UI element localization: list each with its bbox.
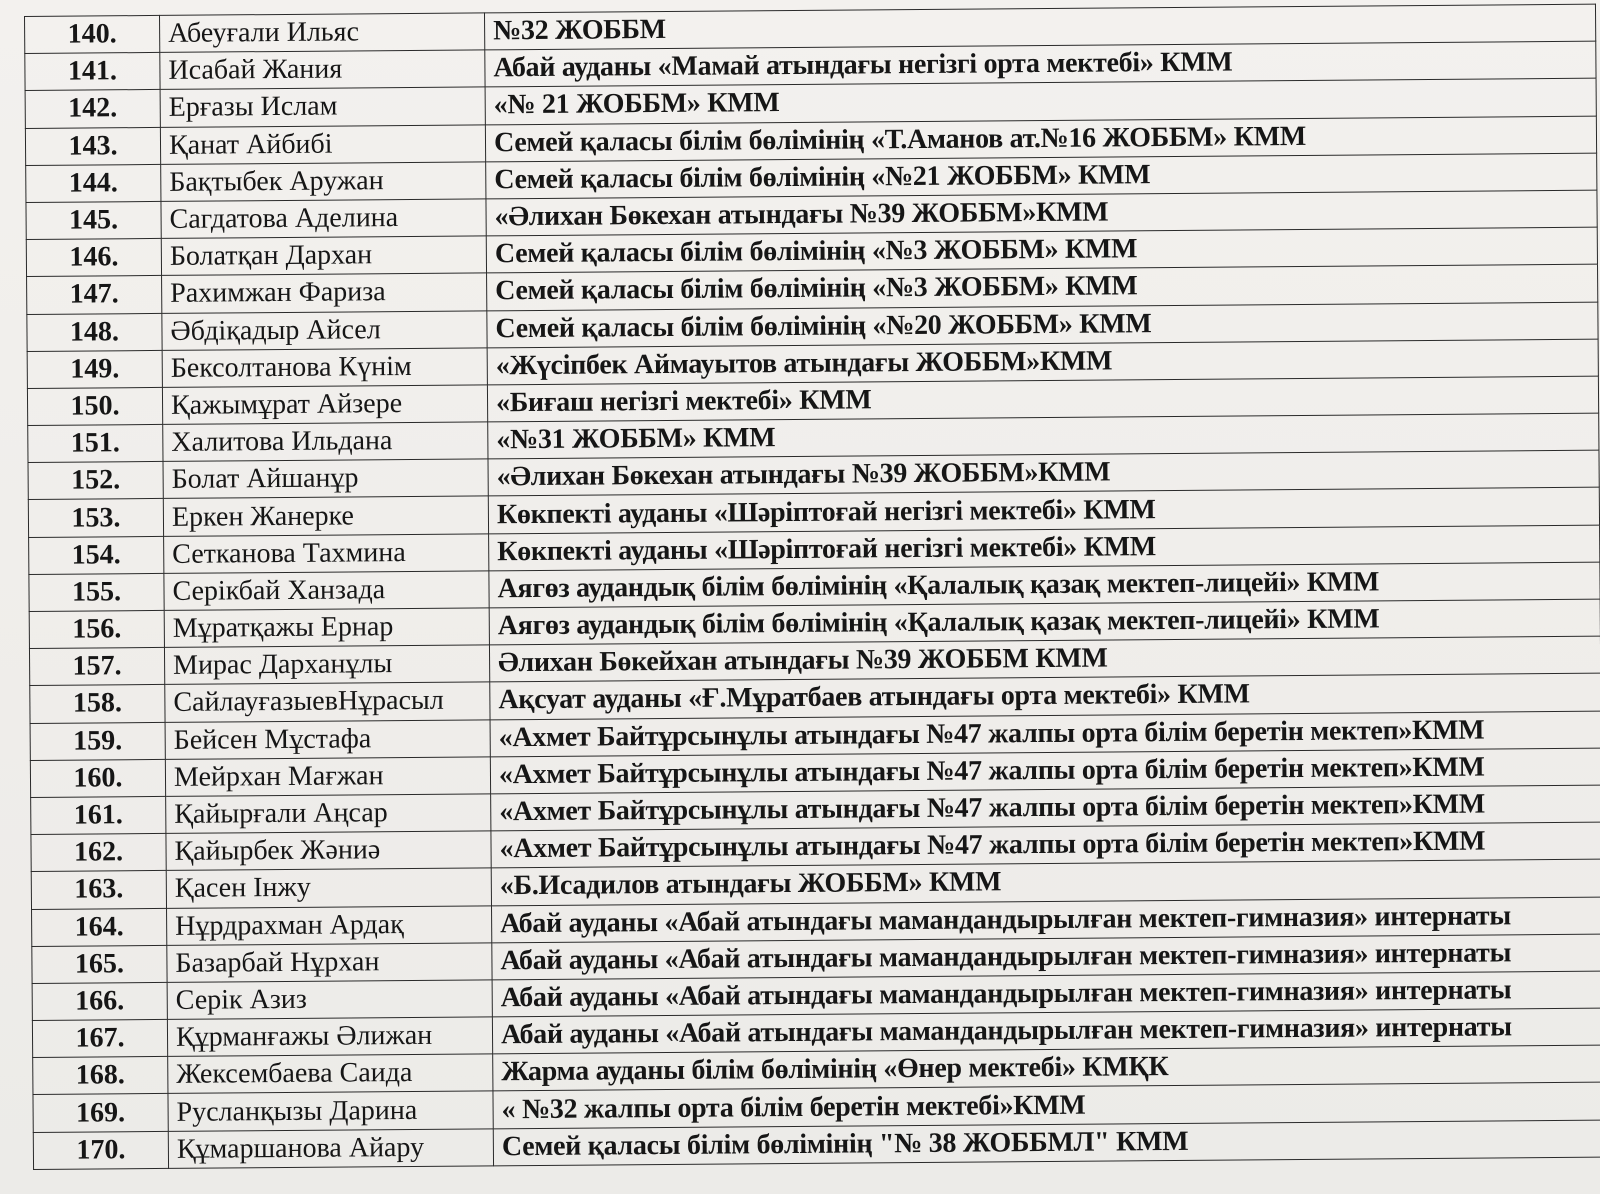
school-name: Семей қаласы білім бөлімінің «№21 ЖОББМ» КММ — [486, 153, 1597, 199]
row-number: 154. — [29, 536, 164, 574]
school-name: Абай ауданы «Абай атындағы мамандандырылған мектеп-гимназия» интернаты — [491, 897, 1600, 943]
student-name: Қасен Інжу — [166, 868, 491, 908]
school-name: Аягөз аудандық білім бөлімінің «Қалалық қазақ мектеп-лицейі» КММ — [489, 599, 1600, 645]
row-number: 156. — [29, 610, 164, 648]
row-number: 146. — [26, 239, 161, 277]
roster-body — [25, 4, 1600, 1169]
row-number: 169. — [33, 1094, 168, 1132]
school-name: Абай ауданы «Абай атындағы мамандандырылған мектеп-гимназия» интернаты — [492, 1008, 1600, 1054]
student-name: Рахимжан Фариза — [162, 273, 487, 313]
row-number: 167. — [32, 1019, 167, 1057]
student-name: Құмаршанова Айару — [168, 1128, 493, 1168]
school-name: «Ахмет Байтұрсынұлы атындағы №47 жалпы орта білім беретін мектеп»КММ — [491, 785, 1600, 831]
row-number: 145. — [26, 201, 161, 239]
student-name: Болатқан Дархан — [161, 236, 486, 276]
row-number: 147. — [27, 276, 162, 314]
row-number: 157. — [29, 648, 164, 686]
school-name: Аягөз аудандық білім бөлімінің «Қалалық қазақ мектеп-лицейі» КММ — [489, 562, 1600, 608]
row-number: 164. — [32, 908, 167, 946]
row-number: 151. — [28, 424, 163, 462]
row-number: 162. — [31, 834, 166, 872]
student-name: Халитова Ильдана — [163, 422, 488, 462]
school-name: «Әлихан Бөкехан атындағы №39 ЖОББМ»КММ — [488, 450, 1599, 496]
student-name: Болат Айшанұр — [163, 459, 488, 499]
student-name: Бақтыбек Аружан — [161, 162, 486, 202]
student-name: Мұратқажы Ернар — [164, 608, 489, 648]
school-name: «Биғаш негізгі мектебі» КММ — [487, 376, 1598, 422]
student-name: Сагдатова Аделина — [161, 199, 486, 239]
student-name: Еркен Жанерке — [163, 496, 488, 536]
student-name: Русланқызы Дарина — [168, 1091, 493, 1131]
row-number: 140. — [25, 15, 160, 53]
row-number: 150. — [27, 387, 162, 425]
row-number: 170. — [33, 1131, 168, 1169]
school-name: Көкпекті ауданы «Шәріптоғай негізгі мектебі» КММ — [488, 488, 1599, 534]
school-name: Әлихан Бөкейхан атындағы №39 ЖОББМ КММ — [489, 636, 1600, 682]
row-number: 141. — [25, 53, 160, 91]
student-name: СайлауғазыевНұрасыл — [165, 682, 490, 722]
school-name: Абай ауданы «Абай атындағы мамандандырылған мектеп-гимназия» интернаты — [492, 971, 1600, 1017]
student-name: Қажымұрат Айзере — [162, 385, 487, 425]
student-name: Жексембаева Саида — [168, 1054, 493, 1094]
row-number: 159. — [30, 722, 165, 760]
student-name: Бейсен Мұстафа — [165, 719, 490, 759]
student-roster-table — [24, 4, 1600, 1170]
school-name: Семей қаласы білім бөлімінің «№3 ЖОББМ» КММ — [487, 264, 1598, 310]
row-number: 142. — [25, 90, 160, 128]
row-number: 155. — [29, 573, 164, 611]
school-name: Семей қаласы білім бөлімінің "№ 38 ЖОББМЛ" КММ — [493, 1120, 1600, 1166]
school-name: «Ахмет Байтұрсынұлы атындағы №47 жалпы орта білім беретін мектеп»КММ — [490, 748, 1600, 794]
row-number: 148. — [27, 313, 162, 351]
student-name: Серікбай Ханзада — [164, 571, 489, 611]
school-name: Абай ауданы «Мамай атындағы негізгі орта мектебі» КММ — [485, 41, 1596, 87]
school-name: « №32 жалпы орта білім беретін мектебі»КММ — [493, 1083, 1600, 1129]
school-name: «Әлихан Бөкехан атындағы №39 ЖОББМ»КММ — [486, 190, 1597, 236]
student-name: Серік Азиз — [167, 980, 492, 1020]
school-name: Ақсуат ауданы «Ғ.Мұратбаев атындағы орта мектебі» КММ — [490, 674, 1600, 720]
row-number: 160. — [30, 759, 165, 797]
row-number: 161. — [31, 796, 166, 834]
student-name: Қанат Айбибі — [160, 124, 485, 164]
school-name: «Ахмет Байтұрсынұлы атындағы №47 жалпы орта білім беретін мектеп»КММ — [490, 711, 1600, 757]
student-name: Абеуғали Ильяс — [159, 13, 484, 53]
row-number: 168. — [33, 1057, 168, 1095]
row-number: 152. — [28, 462, 163, 500]
row-number: 165. — [32, 945, 167, 983]
student-name: Исабай Жания — [160, 50, 485, 90]
row-number: 143. — [25, 127, 160, 165]
student-name: Әбдіқадыр Айсел — [162, 310, 487, 350]
student-name: Ерғазы Ислам — [160, 87, 485, 127]
school-name: Абай ауданы «Абай атындағы мамандандырылған мектеп-гимназия» интернаты — [492, 934, 1600, 980]
school-name: «Жүсіпбек Аймауытов атындағы ЖОББМ»КММ — [487, 339, 1598, 385]
scanned-sheet — [24, 4, 1600, 1170]
student-name: Мирас Дарханұлы — [164, 645, 489, 685]
row-number: 149. — [27, 350, 162, 388]
row-number: 166. — [32, 982, 167, 1020]
student-name: Мейрхан Мағжан — [165, 757, 490, 797]
school-name: «Ахмет Байтұрсынұлы атындағы №47 жалпы орта білім беретін мектеп»КММ — [491, 822, 1600, 868]
student-name: Қайырбек Жәниә — [166, 831, 491, 871]
student-name: Құрманғажы Әлижан — [167, 1017, 492, 1057]
student-name: Базарбай Нұрхан — [167, 943, 492, 983]
school-name: Жарма ауданы білім бөлімінің «Өнер мектебі» КМҚК — [493, 1045, 1600, 1091]
school-name: «№ 21 ЖОББМ» КММ — [485, 79, 1596, 125]
school-name: Семей қаласы білім бөлімінің «Т.Аманов ат.№16 ЖОББМ» КММ — [485, 116, 1596, 162]
student-name: Сетканова Тахмина — [164, 533, 489, 573]
school-name: «№31 ЖОББМ» КММ — [488, 413, 1599, 459]
row-number: 153. — [28, 499, 163, 537]
student-name: Нұрдрахман Ардақ — [167, 905, 492, 945]
school-name: «Б.Исадилов атындағы ЖОББМ» КММ — [491, 859, 1600, 905]
school-name: №32 ЖОББМ — [484, 4, 1595, 50]
school-name: Семей қаласы білім бөлімінің «№20 ЖОББМ» КММ — [487, 302, 1598, 348]
student-name: Қайырғали Аңсар — [166, 794, 491, 834]
row-number: 163. — [31, 871, 166, 909]
school-name: Көкпекті ауданы «Шәріптоғай негізгі мектебі» КММ — [489, 525, 1600, 571]
student-name: Бексолтанова Күнім — [162, 348, 487, 388]
row-number: 144. — [26, 164, 161, 202]
row-number: 158. — [30, 685, 165, 723]
school-name: Семей қаласы білім бөлімінің «№3 ЖОББМ» КММ — [486, 227, 1597, 273]
